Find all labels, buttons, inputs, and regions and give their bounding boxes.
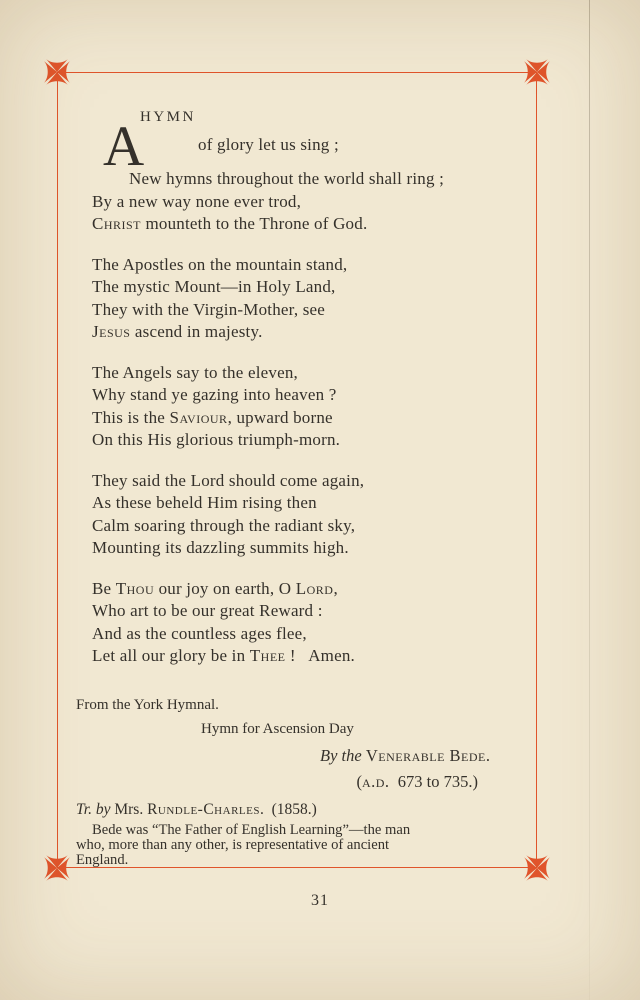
poem-line: Mounting its dazzling summits high. [92, 538, 349, 557]
cross-pattee-icon [522, 57, 552, 87]
poem-stanza [92, 362, 532, 452]
poem-line: They with the Virgin-Mother, see [92, 299, 326, 319]
note-line: Bede was “The Father of English Learning”—the man [92, 822, 411, 838]
poem-line: Calm soaring through the radiant sky, [92, 515, 356, 535]
attribution-block [76, 697, 538, 819]
poem-line: of glory let us sing ; [198, 135, 339, 154]
source-line: From the York Hymnal. [76, 697, 219, 713]
poem-line: By a new way none ever trod, [92, 191, 302, 211]
poem-line: Be Thou our joy on earth, O Lord, [92, 578, 338, 598]
poem-stanza [92, 578, 532, 668]
page-number: 31 [311, 892, 329, 909]
poem-stanza [92, 470, 532, 560]
dropcap-letter: A [103, 115, 145, 178]
dates-line: (a.d. 673 to 735.) [356, 772, 478, 791]
poem-line: As these beheld Him rising then [92, 493, 317, 512]
poem-line: New hymns throughout the world shall ring ; [129, 169, 445, 188]
poem-line: Who art to be our great Reward : [92, 601, 323, 620]
poem-line: The Apostles on the mountain stand, [92, 254, 348, 274]
poem-line: Jesus ascend in majesty. [92, 322, 263, 341]
poem-line: They said the Lord should come again, [92, 470, 365, 490]
cross-pattee-icon [42, 57, 72, 87]
occasion-line: Hymn for Ascension Day [201, 721, 354, 737]
poem-line: This is the Saviour, upward borne [92, 407, 333, 427]
poem-line: Why stand ye gazing into heaven ? [92, 385, 337, 404]
author-line: By the Venerable Bede. [320, 746, 490, 765]
cross-pattee-icon [42, 853, 72, 883]
page-edge-shadow [589, 0, 590, 1000]
poem-stanza [92, 168, 532, 236]
poem-line: The mystic Mount—in Holy Land, [92, 277, 336, 296]
editorial-note [76, 823, 538, 869]
poem-line: And as the countless ages flee, [92, 623, 307, 643]
hymn-opening-word: HYMN [140, 109, 196, 125]
poem-line: The Angels say to the eleven, [92, 362, 298, 382]
note-line: who, more than any other, is representative of ancient [76, 837, 390, 854]
poem-stanza [92, 254, 532, 344]
hymn-text [92, 104, 532, 668]
poem-line: On this His glorious triumph-morn. [92, 430, 341, 449]
note-line: England. [76, 852, 129, 869]
translator-line: Tr. by Mrs. Rundle-Charles. (1858.) [76, 801, 317, 818]
poem-line: Christ mounteth to the Throne of God. [92, 214, 368, 233]
poem-first-line [92, 104, 532, 178]
poem-stanza-group [92, 254, 532, 668]
poem-line: Let all our glory be in Thee ! Amen. [92, 646, 356, 665]
